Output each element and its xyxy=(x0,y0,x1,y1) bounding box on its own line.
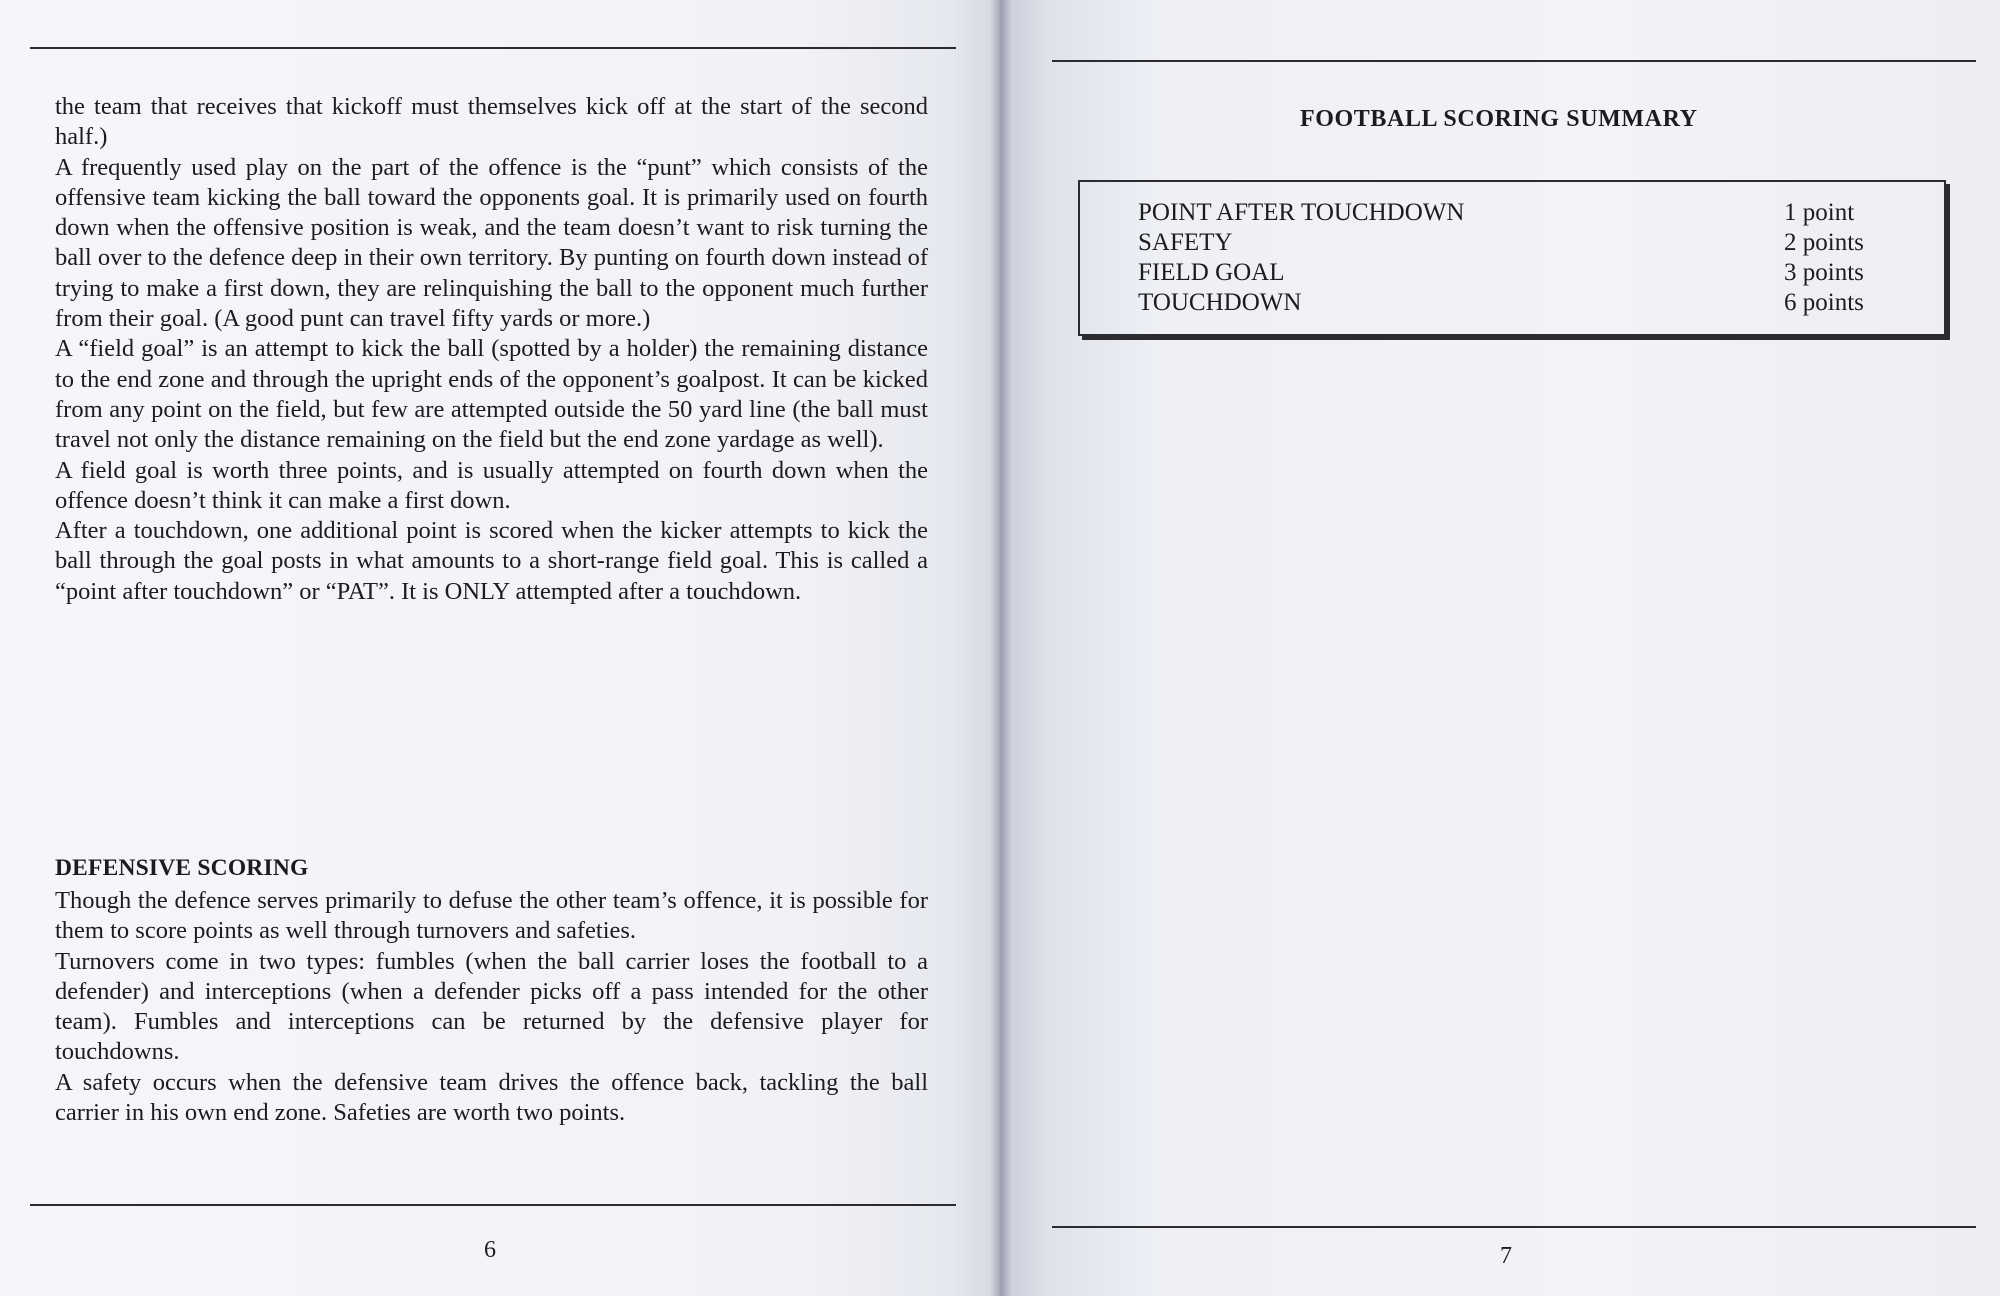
paragraph: After a touchdown, one additional point is scored when the kicker attempts to kick the ball through the goal posts in what amounts to a short-range field goal. This is called a “point after touchdown” or “PAT”. It is ONLY attempted after a touchdown. xyxy=(55,517,928,605)
paragraph: A safety occurs when the defensive team drives the offence back, tackling the ball carrier in his own end zone. Safeties are worth two points. xyxy=(55,1068,928,1127)
spine-shadow xyxy=(990,0,1012,1296)
score-label: FIELD GOAL xyxy=(1138,259,1285,286)
paragraph: A frequently used play on the part of the offence is the “punt” which consists of the offensive team kicking the ball toward the opponents goal. It is primarily used on fourth down when the offensive position is weak, and the team doesn’t want to risk turning the ball over to the defence deep in their own territory. By punting on fourth down instead of trying to make a first down, they are relinquishing the ball to the opponent much further from their goal. (A good punt can travel fifty yards or more.) xyxy=(55,153,928,333)
page-number-left: 6 xyxy=(484,1237,496,1263)
score-points: 2 points xyxy=(1784,229,1864,256)
paragraph: Though the defence serves primarily to defuse the other team’s offence, it is possible for them to score points as well through turnovers and safeties. xyxy=(55,887,928,945)
score-label: POINT AFTER TOUCHDOWN xyxy=(1138,199,1465,226)
score-row xyxy=(1138,199,1886,229)
bottom-rule-left xyxy=(30,1204,956,1206)
top-rule-left xyxy=(30,47,956,49)
paragraph: the team that receives that kickoff must themselves kick off at the start of the second half.) xyxy=(55,93,928,151)
score-label: SAFETY xyxy=(1138,229,1233,256)
defensive-body-text xyxy=(55,886,928,1128)
score-points: 3 points xyxy=(1784,259,1864,286)
score-points: 6 points xyxy=(1784,289,1864,316)
paragraph: Turnovers come in two types: fumbles (when the ball carrier loses the football to a defender) and interceptions (when a defender picks off a pass intended for the other team). Fumbles and interceptions can be returned by the defensive player for touchdowns. xyxy=(55,947,928,1066)
top-rule-right xyxy=(1052,60,1976,62)
paragraph: A field goal is worth three points, and is usually attempted on fourth down when the offence doesn’t think it can make a first down. xyxy=(55,456,928,514)
bottom-rule-right xyxy=(1052,1226,1976,1228)
paragraph: A “field goal” is an attempt to kick the ball (spotted by a holder) the remaining distance to the end zone and through the upright ends of the opponent’s goalpost. It can be kicked from any point on the field, but few are attempted outside the 50 yard line (the ball must travel not only the distance remaining on the field but the end zone yardage as well). xyxy=(55,335,928,454)
scoring-summary-title: FOOTBALL SCORING SUMMARY xyxy=(1300,106,1698,132)
score-points: 1 point xyxy=(1784,199,1855,226)
page-number-right: 7 xyxy=(1500,1243,1512,1269)
score-row xyxy=(1138,229,1886,259)
defensive-scoring-heading: DEFENSIVE SCORING xyxy=(55,855,309,881)
score-row xyxy=(1138,259,1886,289)
left-body-text xyxy=(55,92,928,607)
score-row xyxy=(1138,289,1886,319)
scoring-summary-table xyxy=(1078,180,1946,336)
score-label: TOUCHDOWN xyxy=(1138,289,1302,316)
